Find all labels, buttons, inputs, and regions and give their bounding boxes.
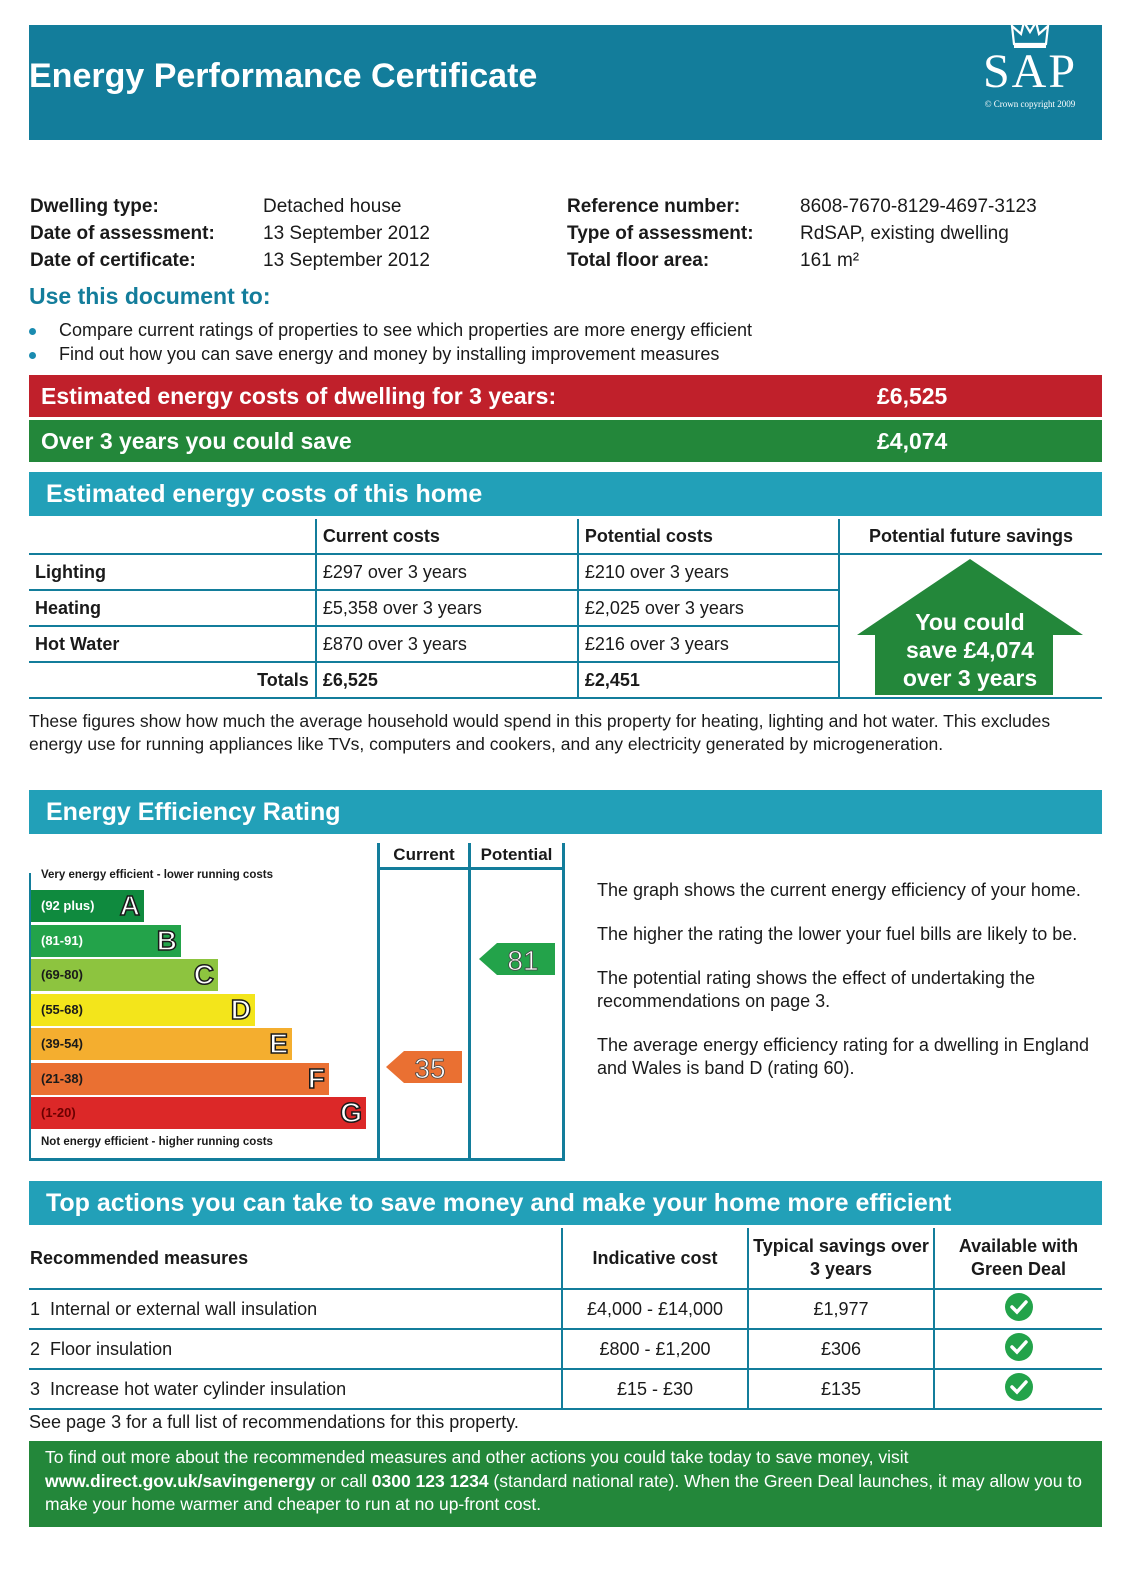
- current-cost-cell: £297 over 3 years: [316, 554, 578, 590]
- list-item: [29, 318, 752, 342]
- band-letter: B: [156, 924, 177, 956]
- savings-cell: £1,977: [748, 1289, 934, 1329]
- assessment-type-value: RdSAP, existing dwelling: [800, 223, 1009, 244]
- rating-band-c: [31, 959, 218, 991]
- band-letter: E: [269, 1028, 288, 1059]
- table-header-empty: [29, 519, 316, 554]
- savings-bar: [29, 420, 1102, 462]
- col-indicative-cost: Indicative cost: [562, 1228, 748, 1289]
- date-certificate-label: Date of certificate:: [30, 250, 196, 271]
- floor-area-label: Total floor area:: [567, 250, 710, 271]
- totals-label: Totals: [29, 662, 316, 698]
- measure-number: 3: [30, 1378, 41, 1399]
- costs-section-heading: Estimated energy costs of this home: [29, 472, 1102, 516]
- assessment-type-label: Type of assessment:: [567, 223, 754, 244]
- row-label: Hot Water: [29, 626, 316, 662]
- estimated-cost-bar: [29, 375, 1102, 417]
- potential-rating-arrow: [471, 941, 562, 977]
- phone-number: 0300 123 1234: [371, 1470, 489, 1491]
- rating-explanation: [597, 879, 1102, 1101]
- band-letter: F: [307, 1062, 325, 1094]
- col-current: Current: [393, 845, 455, 864]
- chart-divider: [29, 1158, 565, 1161]
- band-range: (55-68): [41, 1001, 83, 1017]
- rating-band-e: [31, 1028, 292, 1060]
- sap-logo: [960, 16, 1100, 108]
- savingenergy-link[interactable]: www.direct.gov.uk/savingenergy: [45, 1470, 316, 1491]
- band-range: (92 plus): [41, 898, 95, 913]
- use-document-list: [29, 318, 752, 366]
- band-letter: D: [230, 993, 251, 1025]
- col-current-costs: Current costs: [316, 519, 578, 554]
- rating-section-heading: Energy Efficiency Rating: [29, 790, 1102, 834]
- cost-cell: £4,000 - £14,000: [562, 1289, 748, 1329]
- potential-cost-cell: £216 over 3 years: [578, 626, 839, 662]
- date-assessment-value: 13 September 2012: [263, 223, 430, 244]
- check-icon: [1004, 1372, 1034, 1402]
- measure-text: Floor insulation: [50, 1338, 173, 1359]
- col-potential-costs: Potential costs: [578, 519, 839, 554]
- list-item-text: Compare current ratings of properties to see which properties are more energy efficient: [59, 320, 753, 340]
- bottom-caption: Not energy efficient - higher running costs: [41, 1136, 273, 1148]
- band-range: (21-38): [41, 1070, 83, 1086]
- band-letter: G: [340, 1097, 362, 1128]
- bullet-icon: [29, 328, 36, 335]
- col-green-deal: Available with Green Deal: [934, 1228, 1102, 1289]
- measure-number: 2: [30, 1338, 41, 1359]
- measure-number: 1: [30, 1298, 41, 1319]
- current-cost-cell: £870 over 3 years: [316, 626, 578, 662]
- savings-line-3: over 3 years: [902, 665, 1038, 691]
- rating-band-d: [31, 994, 255, 1026]
- table-header-row: [29, 519, 1102, 554]
- col-potential: Potential: [480, 845, 553, 864]
- date-certificate-value: 13 September 2012: [263, 250, 430, 271]
- green-deal-cell: [934, 1289, 1102, 1329]
- green-deal-cell: [934, 1329, 1102, 1369]
- cost-cell: £15 - £30: [562, 1369, 748, 1409]
- table-row: [29, 1329, 1102, 1369]
- band-letter: C: [193, 959, 214, 990]
- see-page-note: See page 3 for a full list of recommendations for this property.: [29, 1412, 519, 1432]
- rating-band-b: [31, 925, 181, 957]
- band-range: (39-54): [41, 1036, 83, 1051]
- savings-arrow-cell: [839, 554, 1102, 698]
- use-document-heading: Use this document to:: [29, 283, 271, 309]
- table-row: [29, 1289, 1102, 1329]
- savings-cell: £306: [748, 1329, 934, 1369]
- current-cost-cell: £5,358 over 3 years: [316, 590, 578, 626]
- col-potential-savings: Potential future savings: [839, 519, 1102, 554]
- row-label: Heating: [29, 590, 316, 626]
- cost-cell: £800 - £1,200: [562, 1329, 748, 1369]
- chart-divider: [468, 843, 471, 1161]
- rating-band-g: [31, 1097, 366, 1129]
- rating-band-f: [31, 1063, 329, 1095]
- green-deal-cell: [934, 1369, 1102, 1409]
- rating-text-4: The average energy efficiency rating for a dwelling in England and Wales is band D (rating 60).: [597, 1035, 1089, 1078]
- check-icon: [1004, 1292, 1034, 1322]
- green-deal-info-box: [29, 1441, 1102, 1527]
- potential-rating-value: 81: [507, 945, 539, 976]
- costs-table: [29, 519, 1102, 699]
- rating-chart: [29, 843, 567, 1161]
- band-range: (1-20): [41, 1105, 76, 1120]
- current-rating-value: 35: [414, 1053, 446, 1084]
- date-assessment-label: Date of assessment:: [30, 223, 215, 244]
- rating-text-3: The potential rating shows the effect of undertaking the recommendations on page 3.: [597, 968, 1035, 1011]
- footer-text-3: (standard national rate). When the Green Deal launches, it may allow you to make your home warmer and cheaper to run at no up-front cost.: [45, 1470, 1082, 1514]
- potential-cost-cell: £210 over 3 years: [578, 554, 839, 590]
- bullet-icon: [29, 352, 36, 359]
- band-letter: A: [119, 890, 140, 921]
- rating-text-2: The higher the rating the lower your fuel bills are likely to be.: [597, 924, 1078, 944]
- dwelling-type-label: Dwelling type:: [30, 196, 159, 217]
- col-typical-savings: Typical savings over 3 years: [748, 1228, 934, 1289]
- current-rating-arrow: [380, 1049, 468, 1085]
- measure-text: Internal or external wall insulation: [50, 1298, 318, 1319]
- measure-cell: [29, 1289, 562, 1329]
- dwelling-type-value: Detached house: [263, 196, 402, 217]
- totals-potential: £2,451: [578, 662, 839, 698]
- reference-value: 8608-7670-8129-4697-3123: [800, 196, 1037, 217]
- chart-divider: [377, 867, 565, 870]
- table-row: [29, 1369, 1102, 1409]
- table-header-row: [29, 1228, 1102, 1289]
- list-item-text: Find out how you can save energy and money by installing improvement measures: [59, 344, 720, 364]
- savings-cell: £135: [748, 1369, 934, 1409]
- floor-area-value: 161 m²: [800, 250, 860, 271]
- measure-text: Increase hot water cylinder insulation: [50, 1378, 347, 1399]
- row-label: Lighting: [29, 554, 316, 590]
- estimated-cost-label: Estimated energy costs of dwelling for 3 years:: [29, 375, 873, 417]
- band-range: (69-80): [41, 967, 83, 982]
- check-icon: [1004, 1332, 1034, 1362]
- costs-note: These figures show how much the average household would spend in this property for heating, lighting and hot water. This excludes energy use for running appliances like TVs, computers and cookers, and any electricity generated by microgeneration.: [29, 711, 1051, 754]
- actions-section-heading: Top actions you can take to save money and make your home more efficient: [29, 1181, 1102, 1225]
- top-caption: Very energy efficient - lower running costs: [41, 869, 273, 881]
- savings-label: Over 3 years you could save: [29, 420, 873, 462]
- col-recommended-measures: Recommended measures: [29, 1228, 562, 1289]
- page-title: Energy Performance Certificate: [29, 57, 538, 95]
- estimated-cost-value: £6,525: [865, 375, 1102, 417]
- chart-divider: [377, 843, 380, 1161]
- measure-cell: [29, 1329, 562, 1369]
- rating-band-a: [31, 890, 144, 922]
- measure-cell: [29, 1369, 562, 1409]
- savings-line-1: You could: [915, 609, 1025, 635]
- chart-divider: [562, 843, 565, 1161]
- savings-value: £4,074: [865, 420, 1102, 462]
- actions-table: [29, 1228, 1102, 1410]
- savings-line-2: save £4,074: [906, 637, 1034, 663]
- sap-logo-text: SAP: [982, 45, 1078, 98]
- table-row: [29, 554, 1102, 590]
- band-range: (81-91): [41, 932, 83, 948]
- potential-cost-cell: £2,025 over 3 years: [578, 590, 839, 626]
- rating-text-1: The graph shows the current energy efficiency of your home.: [597, 880, 1081, 900]
- copyright-text: © Crown copyright 2009: [984, 99, 1076, 109]
- totals-current: £6,525: [316, 662, 578, 698]
- footer-text-2: or call: [315, 1470, 372, 1491]
- reference-label: Reference number:: [567, 196, 741, 217]
- footer-text-1: To find out more about the recommended measures and other actions you could take today to save money, visit: [45, 1447, 909, 1467]
- savings-house-icon: [840, 555, 1102, 697]
- list-item: [29, 342, 752, 366]
